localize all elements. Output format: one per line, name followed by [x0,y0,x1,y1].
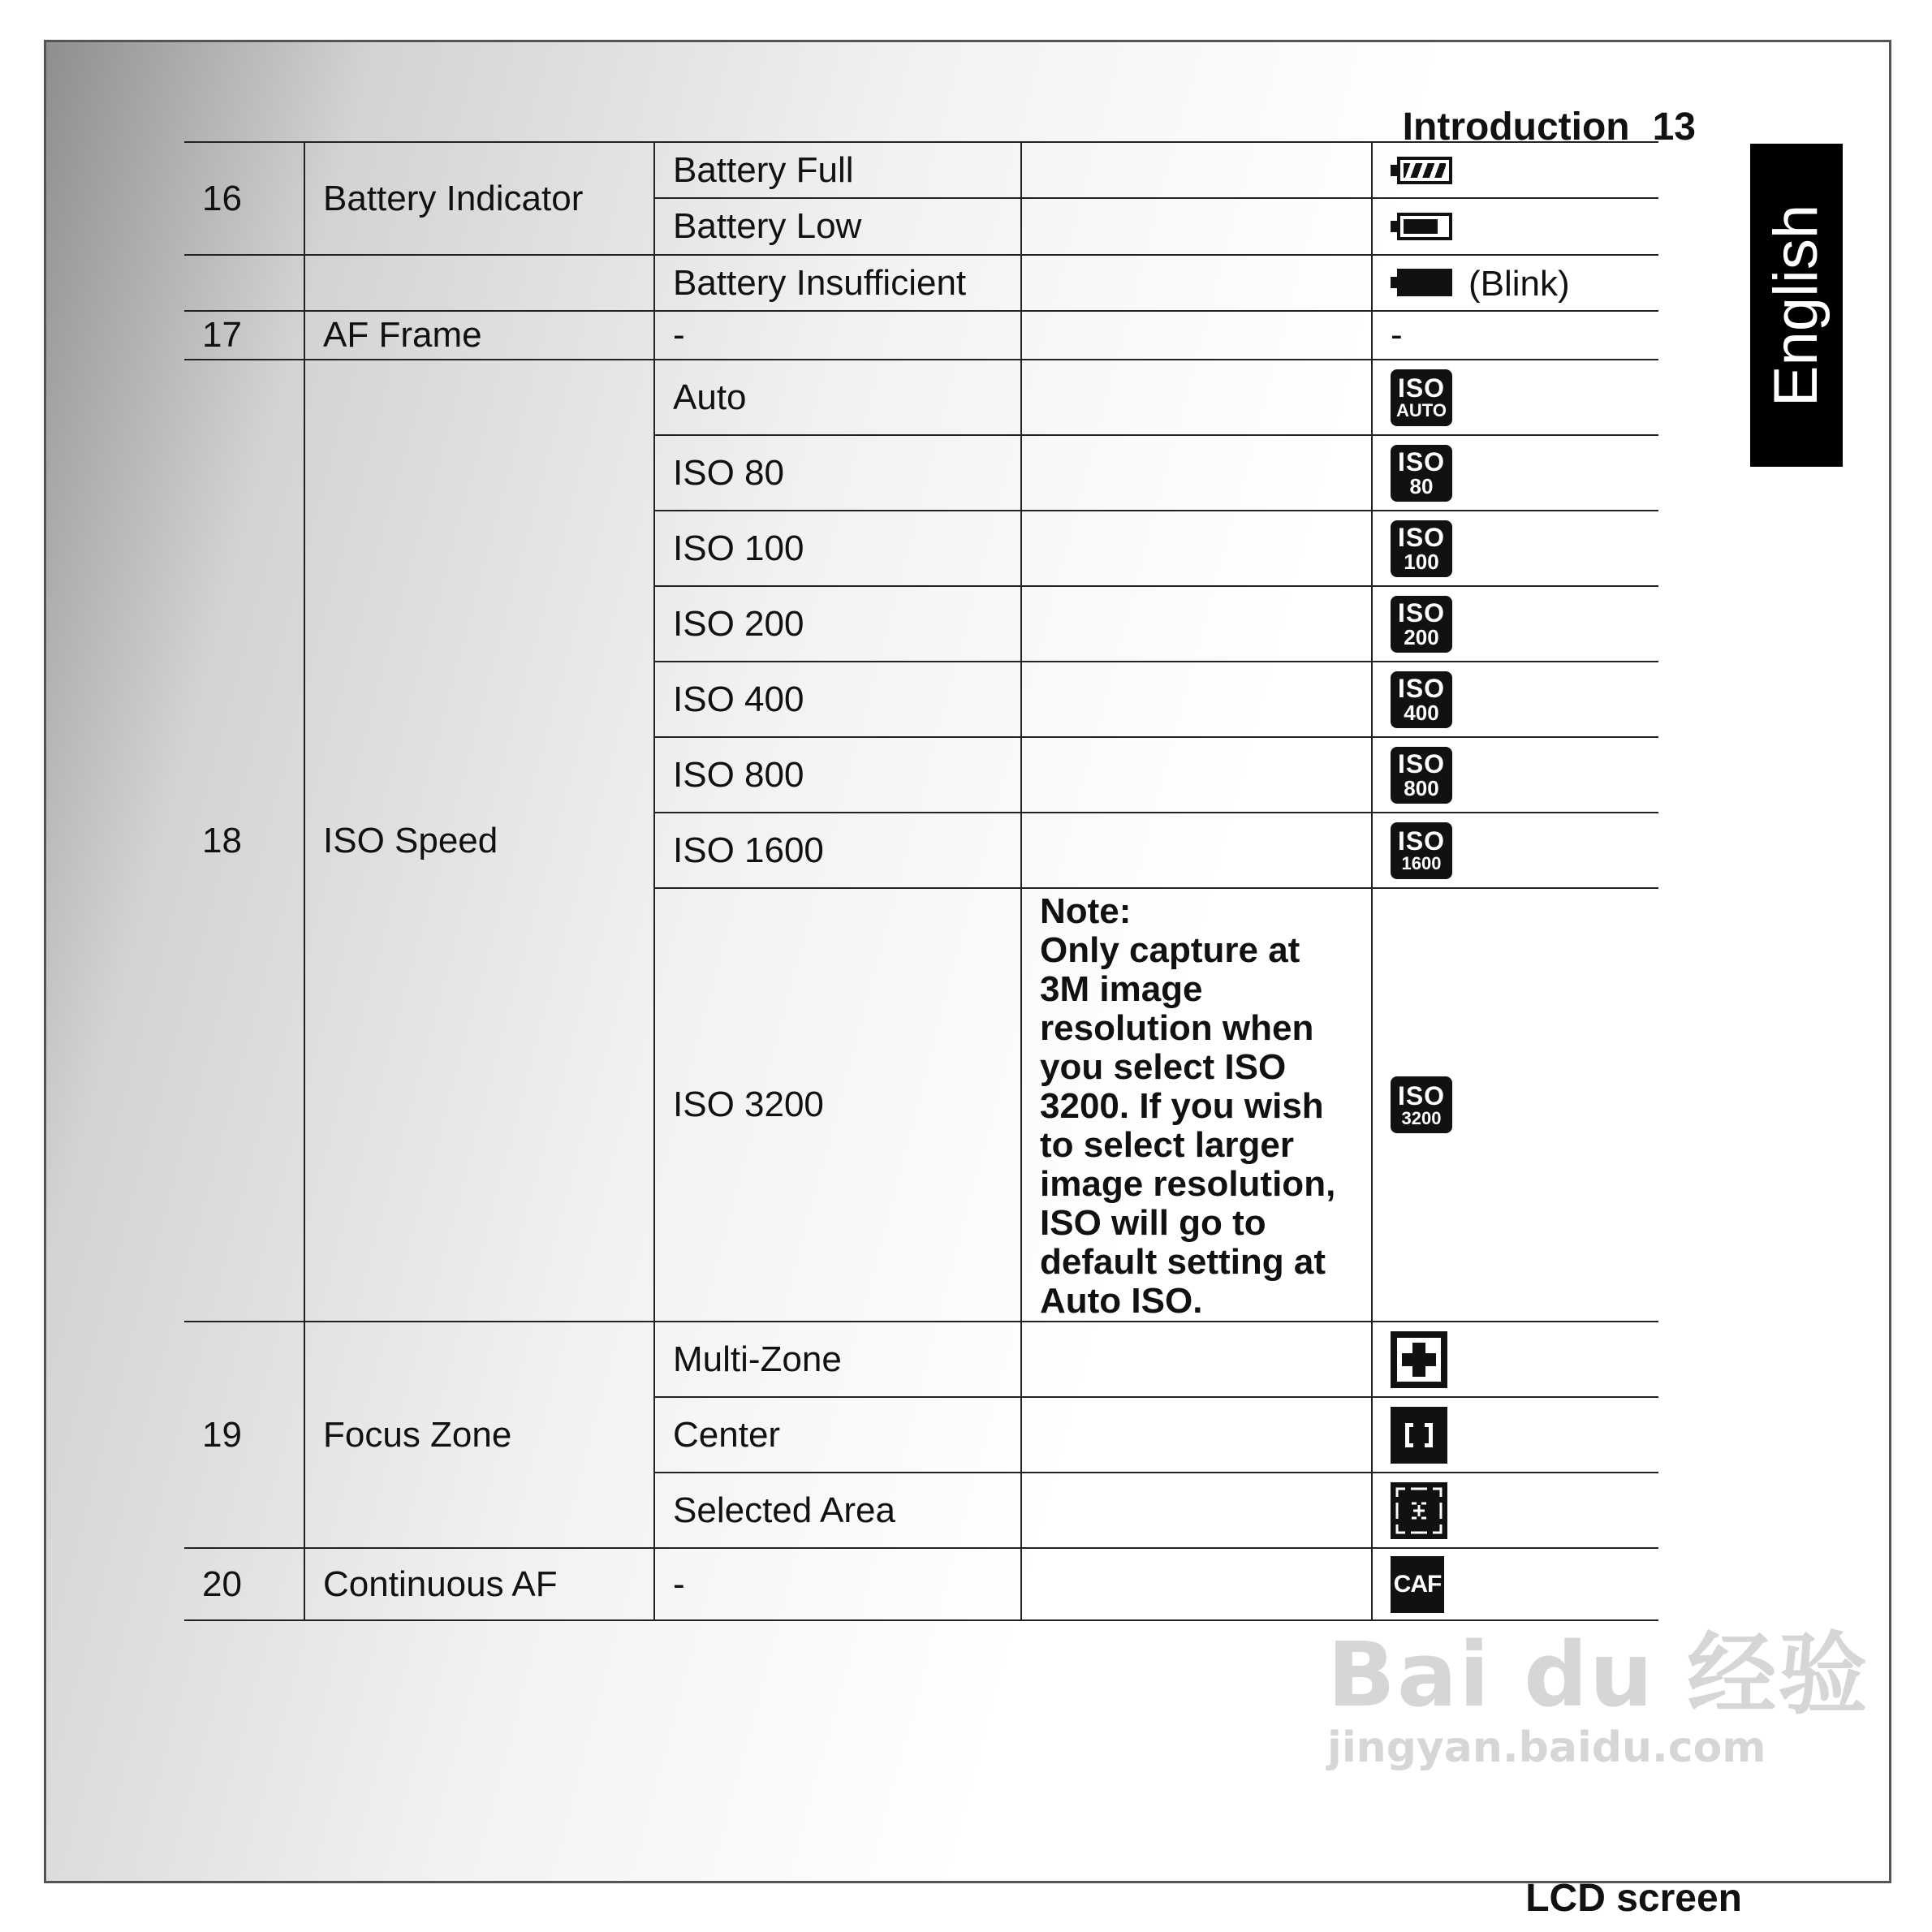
option-label: Center [654,1397,1021,1473]
row-number: 20 [184,1548,304,1620]
icon-cell [1372,1473,1658,1548]
description-cell [1021,142,1372,198]
iso-400-icon: ISO 400 [1391,671,1452,728]
table-row [184,142,1658,198]
table-row [184,311,1658,360]
icon-cell [1372,586,1658,662]
blink-label: (Blink) [1468,263,1570,304]
option-label: Battery Low [654,198,1021,255]
iso-1600-icon: ISO 1600 [1391,822,1452,879]
description-cell [1021,435,1372,511]
option-label: Auto [654,360,1021,435]
note-text: Note: Only capture at 3M image resolution when you select ISO 3200. If you wish to select larger image resolution, ISO will go to default setting at Auto ISO. [1040,891,1336,1321]
description-cell [1021,311,1372,360]
description-cell [1021,1322,1372,1397]
iso-80-icon: ISO 80 [1391,445,1452,502]
option-label: ISO 200 [654,586,1021,662]
option-label: ISO 1600 [654,813,1021,888]
multi-zone-icon [1391,1331,1447,1388]
description-cell [1021,1473,1372,1548]
iso-3200-icon: ISO 3200 [1391,1076,1452,1133]
watermark [1327,1603,1869,1772]
table-row [184,360,1658,435]
description-cell [1021,511,1372,586]
icon-cell: - [1372,311,1658,360]
icon-cell [1372,813,1658,888]
iso-3200-note [1021,888,1372,1322]
watermark-url: jingyan.baidu.com [1327,1723,1766,1772]
row-number: 19 [184,1322,304,1548]
description-cell [1021,662,1372,737]
option-label: ISO 80 [654,435,1021,511]
icon-cell [1372,737,1658,813]
row-item: ISO Speed [304,360,654,1322]
option-label: - [654,1548,1021,1620]
section-title: Introduction [1402,106,1630,149]
description-cell [1021,1548,1372,1620]
page-number: 13 [1652,106,1696,149]
option-label: Multi-Zone [654,1322,1021,1397]
description-cell [1021,586,1372,662]
iso-auto-icon: ISO AUTO [1391,369,1452,426]
language-tab-label: English [1762,204,1831,407]
icon-cell [1372,198,1658,255]
icon-cell [1372,255,1658,311]
option-label: - [654,311,1021,360]
description-cell [1021,1397,1372,1473]
option-label: Selected Area [654,1473,1021,1548]
lcd-icon-table [184,141,1658,1621]
description-cell [1021,737,1372,813]
description-cell [1021,255,1372,311]
option-label: ISO 400 [654,662,1021,737]
iso-100-icon: ISO 100 [1391,520,1452,577]
iso-200-icon: ISO 200 [1391,596,1452,653]
row-item: Focus Zone [304,1322,654,1548]
battery-full-icon [1391,157,1455,188]
option-label: Battery Full [654,142,1021,198]
icon-cell [1372,142,1658,198]
option-label: Battery Insufficient [654,255,1021,311]
option-label: ISO 800 [654,737,1021,813]
description-cell [1021,360,1372,435]
option-label: ISO 100 [654,511,1021,586]
icon-cell [1372,435,1658,511]
watermark-logo: Bai du 经验 [1327,1623,1869,1727]
row-number: 17 [184,311,304,360]
battery-low-icon [1391,213,1455,244]
icon-cell [1372,662,1658,737]
row-item: AF Frame [304,311,654,360]
icon-cell [1372,1397,1658,1473]
icon-cell [1372,1322,1658,1397]
row-item: Continuous AF [304,1548,654,1620]
icon-cell [1372,511,1658,586]
battery-insufficient-icon [1391,269,1455,300]
icon-cell [1372,360,1658,435]
row-item [304,255,654,311]
iso-800-icon: ISO 800 [1391,747,1452,804]
continuous-af-icon: CAF [1391,1556,1444,1613]
row-number: 16 [184,142,304,255]
center-focus-icon [1391,1407,1447,1464]
description-cell [1021,198,1372,255]
row-number: 18 [184,360,304,1322]
icon-cell [1372,888,1658,1322]
description-cell [1021,813,1372,888]
row-item: Battery Indicator [304,142,654,255]
table-row [184,1322,1658,1397]
row-number [184,255,304,311]
page-footer: LCD screen [1525,1877,1742,1920]
option-label: ISO 3200 [654,888,1021,1322]
selected-area-icon [1391,1482,1447,1539]
language-tab [1750,144,1843,467]
table-row [184,255,1658,311]
